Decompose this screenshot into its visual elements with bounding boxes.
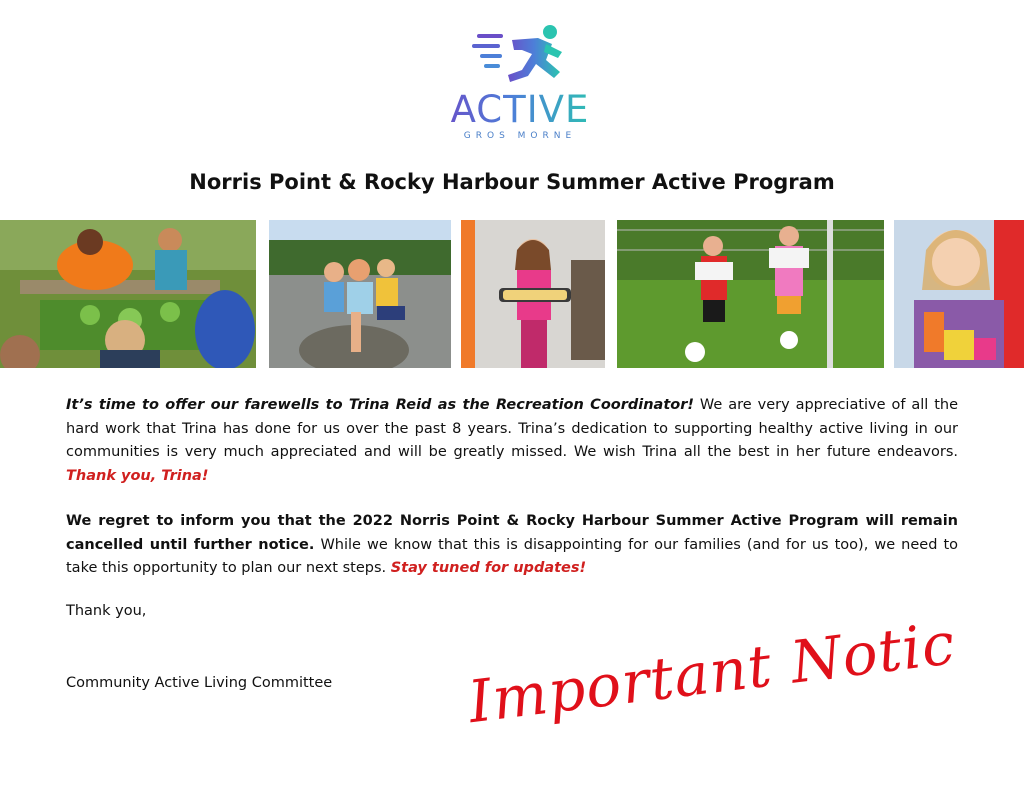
- farewell-lead: It’s time to offer our farewells to Trina Reid as the Recreation Coordinator!: [66, 397, 695, 413]
- farewell-closing: Thank you, Trina!: [66, 467, 209, 484]
- active-gros-morne-logo: [440, 20, 600, 145]
- runner-icon: [440, 20, 600, 90]
- committee-name: Community Active Living Committee: [66, 675, 333, 691]
- cancellation-lead: We regret to inform you that the 2022 Norris Point & Rocky Harbour Summer Active Program will remain cancelled until further notice.: [66, 513, 958, 553]
- farewell-body: We are very appreciative of all the hard work that Trina has done for us over the past 8 years. Trina’s dedication to supporting healthy active living in our communities is very much appreciated and will be greatly missed. We wish Trina all the best in her future endeavors.: [66, 397, 959, 460]
- logo-wordmark: ACTIVE: [440, 90, 600, 130]
- logo-subtitle: GROS MORNE: [463, 131, 577, 141]
- photo-kids-on-rock: [269, 220, 451, 368]
- farewell-paragraph: [66, 394, 958, 488]
- signoff: Thank you,: [66, 603, 147, 619]
- cancellation-paragraph: [66, 510, 958, 581]
- photo-soccer-certificates: [617, 220, 884, 368]
- important-notice-lettering: [458, 605, 958, 725]
- important-notice-text: Important Notice: [464, 605, 958, 725]
- page-title: Norris Point & Rocky Harbour Summer Active Program: [189, 170, 835, 194]
- cancellation-closing: Stay tuned for updates!: [390, 560, 587, 576]
- photo-pizza: [461, 220, 605, 368]
- photo-lego: [894, 220, 1024, 368]
- cancellation-body: While we know that this is disappointing for our families (and for us too), we need to take this opportunity to plan our next steps.: [66, 536, 959, 576]
- photo-gardening: [0, 220, 256, 368]
